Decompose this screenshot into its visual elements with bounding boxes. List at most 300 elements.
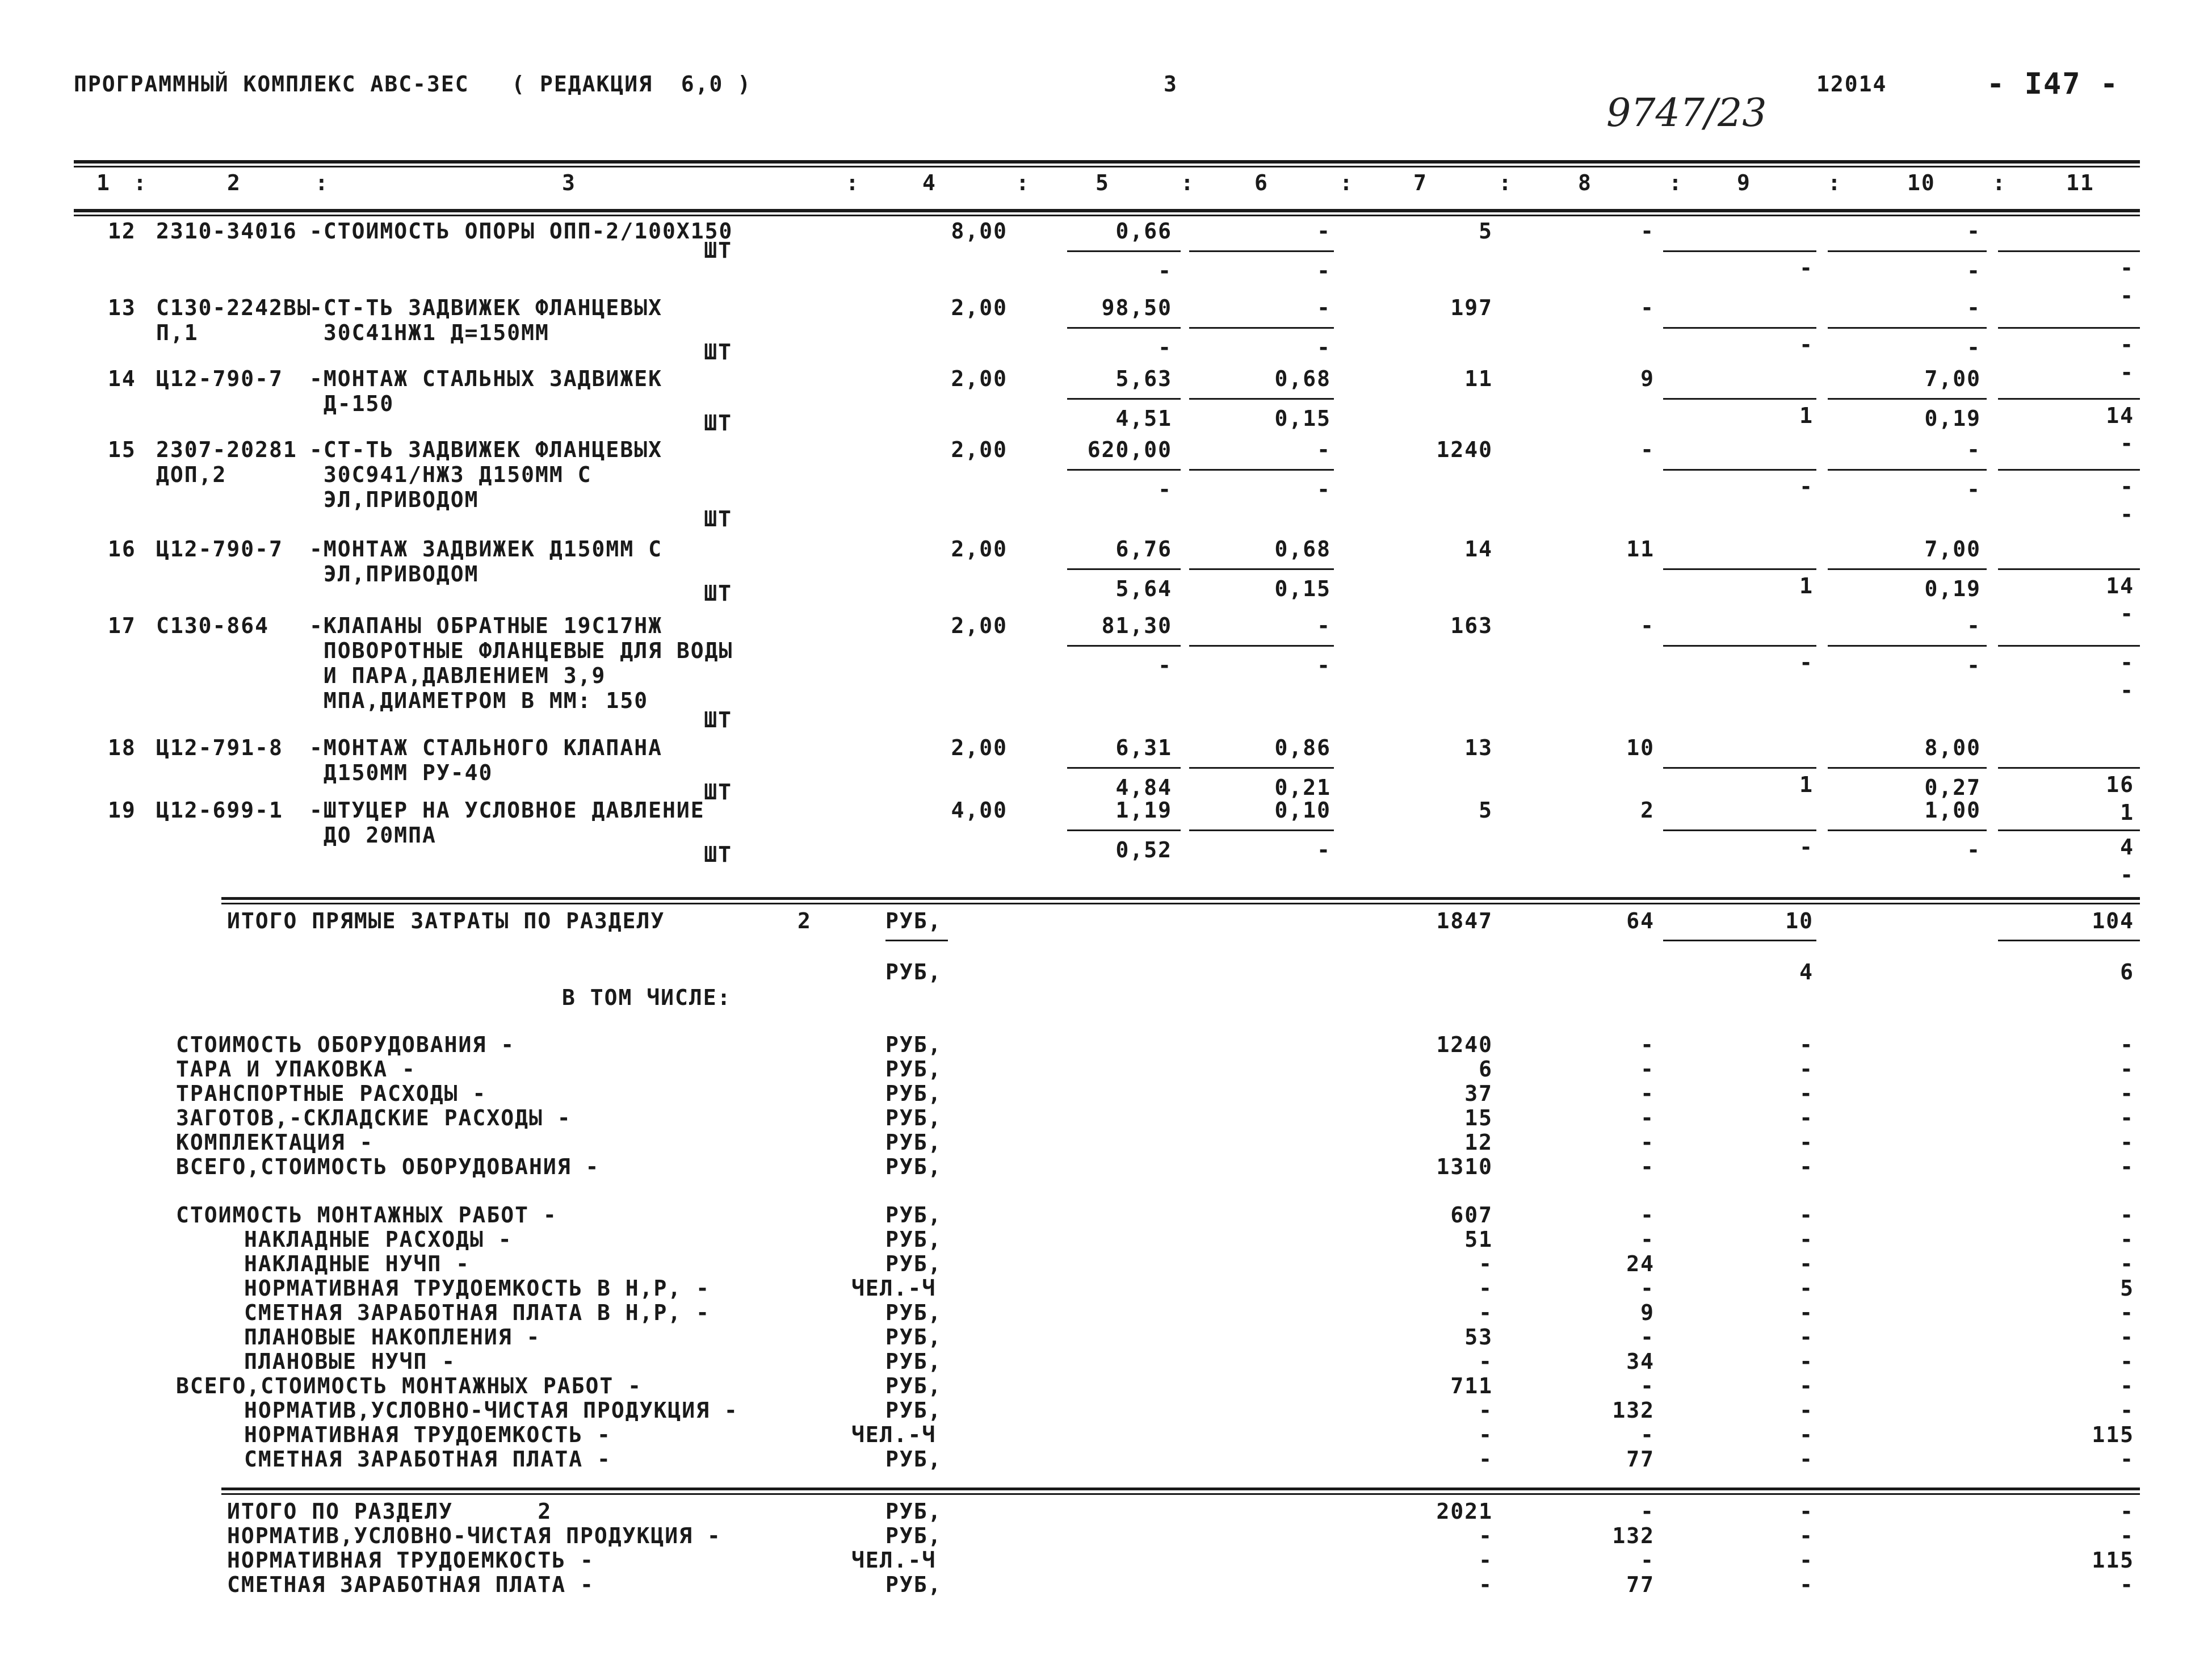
column-separator: : [1340, 170, 1354, 195]
row-code: Ц12-791-8 [156, 735, 283, 760]
installation-line-cost: - [1479, 1300, 1493, 1325]
cell-underline [1828, 469, 1987, 471]
row-cost-labor-part: 0,52 [1115, 837, 1172, 862]
section-total-cost: - [1479, 1523, 1493, 1548]
row-unit: ШТ [704, 340, 732, 364]
equipment-line-label: ТАРА И УПАКОВКА - [176, 1057, 416, 1082]
row-description: -МОНТАЖ СТАЛЬНЫХ ЗАДВИЖЕК [309, 366, 662, 391]
row-cost-labor-part: 4,84 [1115, 775, 1172, 800]
installation-line-label: СТОИМОСТЬ МОНТАЖНЫХ РАБОТ - [176, 1202, 557, 1227]
installation-line-col9: - [1799, 1349, 1814, 1374]
cell-underline [1998, 645, 2140, 647]
installation-line-cost: 607 [1450, 1202, 1493, 1227]
row-norm-per-unit: - [1967, 219, 1981, 244]
cell-underline [1663, 829, 1816, 831]
equipment-line-cost: 12 [1464, 1130, 1493, 1155]
row-norm-total-part: - [2120, 431, 2134, 456]
row-description: Д-150 [309, 391, 394, 416]
equipment-line-col11: - [2120, 1130, 2134, 1155]
totals-unit: РУБ, [885, 908, 942, 933]
row-number: 15 [108, 437, 136, 462]
section-total-col8: 132 [1612, 1523, 1655, 1548]
row-norm-part: - [1967, 477, 1981, 502]
column-separator: : [1828, 170, 1842, 195]
row-norm-part: - [1967, 837, 1981, 862]
equipment-line-col11: - [2120, 1057, 2134, 1082]
row-code: 2310-34016 [156, 219, 297, 244]
column-header-7: 7 [1413, 170, 1428, 195]
installation-line-col8: - [1640, 1373, 1655, 1398]
row-code: Ц12-790-7 [156, 537, 283, 562]
row-number: 12 [108, 219, 136, 244]
row-number: 18 [108, 735, 136, 760]
row-labor-part: - [1317, 258, 1331, 283]
equipment-line-label: КОМПЛЕКТАЦИЯ - [176, 1130, 374, 1155]
row-cost-per-unit: 1,19 [1115, 798, 1172, 823]
installation-line-col11: - [2120, 1227, 2134, 1252]
section-total-col8: - [1640, 1548, 1655, 1573]
row-description: -КЛАПАНЫ ОБРАТНЫЕ 19С17НЖ [309, 613, 662, 638]
row-unit: ШТ [704, 780, 732, 805]
installation-line-col11: 115 [2092, 1422, 2134, 1447]
row-norm-total: 14 [2106, 403, 2134, 428]
equipment-line-cost: 37 [1464, 1081, 1493, 1106]
column-header-8: 8 [1578, 170, 1592, 195]
row-norm-part: - [1967, 335, 1981, 360]
cell-underline [1067, 829, 1181, 831]
column-header-3: 3 [562, 170, 576, 195]
installation-line-cost: - [1479, 1422, 1493, 1447]
section-total-cost: - [1479, 1548, 1493, 1573]
cell-underline [1067, 645, 1181, 647]
row-cost-per-unit: 98,50 [1101, 295, 1172, 320]
row-labor-total: - [1640, 219, 1655, 244]
row-norm-total-part: - [2120, 601, 2134, 626]
cell-underline [1998, 767, 2140, 769]
row-unit: ШТ [704, 506, 732, 531]
installation-line-col8: 9 [1640, 1300, 1655, 1325]
equipment-line-col9: - [1799, 1057, 1814, 1082]
section-total-unit: РУБ, [885, 1499, 942, 1524]
installation-line-unit: РУБ, [885, 1202, 942, 1227]
column-separator: : [315, 170, 329, 195]
installation-line-col8: - [1640, 1227, 1655, 1252]
row-unit: ШТ [704, 842, 732, 867]
equipment-line-col11: - [2120, 1105, 2134, 1130]
row-norm-per-unit: - [1967, 613, 1981, 638]
equipment-line-col8: - [1640, 1105, 1655, 1130]
cell-underline [1189, 568, 1334, 570]
installation-line-col9: - [1799, 1422, 1814, 1447]
totals-col9: 10 [1785, 908, 1814, 933]
installation-line-col11: - [2120, 1349, 2134, 1374]
installation-line-col9: - [1799, 1398, 1814, 1423]
row-description: ЭЛ,ПРИВОДОМ [309, 487, 479, 512]
equipment-line-unit: РУБ, [885, 1154, 942, 1179]
equipment-line-col9: - [1799, 1105, 1814, 1130]
cell-underline [1998, 469, 2140, 471]
row-cost-per-unit: 6,31 [1115, 735, 1172, 760]
row-unit: ШТ [704, 238, 732, 263]
cell-underline [1067, 250, 1181, 252]
handwritten-number: 9747/23 [1606, 91, 1767, 136]
cell-underline [1998, 250, 2140, 252]
row-quantity: 2,00 [951, 537, 1008, 562]
installation-line-label: ВСЕГО,СТОИМОСТЬ МОНТАЖНЫХ РАБОТ - [176, 1373, 642, 1398]
cell-underline [1663, 398, 1816, 400]
row-norm-total-part: - [2120, 502, 2134, 527]
installation-line-cost: - [1479, 1251, 1493, 1276]
cell-underline [1067, 469, 1181, 471]
equipment-line-col8: - [1640, 1154, 1655, 1179]
installation-line-col8: - [1640, 1325, 1655, 1350]
row-norm-part: 0,19 [1924, 576, 1981, 601]
installation-line-label: СМЕТНАЯ ЗАРАБОТНАЯ ПЛАТА В Н,Р, - [244, 1300, 710, 1325]
row-col9: 1 [1799, 403, 1814, 428]
installation-line-col11: - [2120, 1300, 2134, 1325]
row-labor-part: - [1317, 837, 1331, 862]
cell-underline [1189, 469, 1334, 471]
row-norm-total: 16 [2106, 772, 2134, 797]
row-col9: - [1799, 332, 1814, 357]
unit-underline [885, 940, 948, 941]
installation-line-unit: РУБ, [885, 1373, 942, 1398]
row-norm-total: - [2120, 332, 2134, 357]
row-total-cost: 11 [1464, 366, 1493, 391]
equipment-line-cost: 15 [1464, 1105, 1493, 1130]
row-total-cost: 163 [1450, 613, 1493, 638]
equipment-line-col11: - [2120, 1154, 2134, 1179]
installation-line-col11: - [2120, 1398, 2134, 1423]
row-quantity: 2,00 [951, 366, 1008, 391]
installation-line-col11: - [2120, 1325, 2134, 1350]
installation-line-col11: 5 [2120, 1276, 2134, 1301]
totals-label: ИТОГО ПРЯМЫЕ ЗАТРАТЫ ПО РАЗДЕЛУ [227, 908, 665, 933]
installation-line-col9: - [1799, 1251, 1814, 1276]
row-col9: - [1799, 650, 1814, 675]
row-description: -МОНТАЖ ЗАДВИЖЕК Д150ММ С [309, 537, 662, 562]
row-cost-per-unit: 5,63 [1115, 366, 1172, 391]
cell-underline [1998, 940, 2140, 941]
section-total-col11: - [2120, 1572, 2134, 1597]
installation-line-unit: РУБ, [885, 1325, 942, 1350]
page-center-number: 3 [1164, 72, 1178, 97]
cell-underline [1067, 327, 1181, 329]
cell-underline [1828, 568, 1987, 570]
row-labor-per-unit: 0,10 [1274, 798, 1331, 823]
row-description: МПА,ДИАМЕТРОМ В ММ: 150 [309, 688, 649, 713]
column-header-9: 9 [1737, 170, 1751, 195]
equipment-line-col9: - [1799, 1032, 1814, 1057]
totals-rule [221, 897, 2140, 900]
equipment-line-unit: РУБ, [885, 1105, 942, 1130]
equipment-line-cost: 1310 [1436, 1154, 1493, 1179]
row-description: 30С41НЖ1 Д=150ММ [309, 320, 549, 345]
installation-line-label: ПЛАНОВЫЕ НУЧП - [244, 1349, 456, 1374]
column-header-10: 10 [1907, 170, 1936, 195]
equipment-line-col8: - [1640, 1057, 1655, 1082]
row-cost-per-unit: 620,00 [1087, 437, 1172, 462]
installation-line-col8: 24 [1626, 1251, 1655, 1276]
document-code: 12014 [1816, 72, 1887, 97]
equipment-line-cost: 1240 [1436, 1032, 1493, 1057]
installation-line-cost: 53 [1464, 1325, 1493, 1350]
including-label: В ТОМ ЧИСЛЕ: [562, 985, 732, 1010]
row-labor-per-unit: - [1317, 295, 1331, 320]
cell-underline [1189, 250, 1334, 252]
installation-line-unit: РУБ, [885, 1227, 942, 1252]
column-separator: : [1499, 170, 1513, 195]
totals-unit-2: РУБ, [885, 959, 942, 984]
row-labor-part: - [1317, 653, 1331, 678]
equipment-line-label: ЗАГОТОВ,-СКЛАДСКИЕ РАСХОДЫ - [176, 1105, 572, 1130]
row-col9: 1 [1799, 772, 1814, 797]
equipment-line-col8: - [1640, 1081, 1655, 1106]
equipment-line-col9: - [1799, 1154, 1814, 1179]
row-labor-per-unit: - [1317, 437, 1331, 462]
row-quantity: 2,00 [951, 613, 1008, 638]
row-total-cost: 197 [1450, 295, 1493, 320]
section-total-col11: - [2120, 1523, 2134, 1548]
row-unit: ШТ [704, 581, 732, 606]
row-unit: ШТ [704, 707, 732, 732]
row-norm-per-unit: - [1967, 295, 1981, 320]
installation-line-cost: - [1479, 1276, 1493, 1301]
row-cost-per-unit: 0,66 [1115, 219, 1172, 244]
row-description: И ПАРА,ДАВЛЕНИЕМ 3,9 [309, 663, 606, 688]
column-separator: : [1669, 170, 1683, 195]
column-separator: : [133, 170, 148, 195]
row-description: ДО 20МПА [309, 823, 436, 848]
row-total-cost: 14 [1464, 537, 1493, 562]
row-norm-part: - [1967, 258, 1981, 283]
equipment-line-col11: - [2120, 1081, 2134, 1106]
column-separator: : [846, 170, 860, 195]
row-cost-labor-part: - [1158, 335, 1172, 360]
row-norm-part: 0,19 [1924, 406, 1981, 431]
row-col9: 1 [1799, 573, 1814, 598]
row-number: 19 [108, 798, 136, 823]
row-norm-per-unit: 8,00 [1924, 735, 1981, 760]
row-number: 17 [108, 613, 136, 638]
row-code: 2307-20281 [156, 437, 297, 462]
totals-labor: 64 [1626, 908, 1655, 933]
cell-underline [1828, 829, 1987, 831]
row-labor-part: 0,15 [1274, 406, 1331, 431]
section-total-label: НОРМАТИВНАЯ ТРУДОЕМКОСТЬ - [227, 1548, 594, 1573]
column-header-2: 2 [227, 170, 241, 195]
column-separator: : [1181, 170, 1195, 195]
section-total-col9: - [1799, 1548, 1814, 1573]
row-description: ЭЛ,ПРИВОДОМ [309, 562, 479, 586]
row-quantity: 2,00 [951, 437, 1008, 462]
row-code: Ц12-790-7 [156, 366, 283, 391]
totals-norm: 104 [2092, 908, 2134, 933]
row-quantity: 2,00 [951, 295, 1008, 320]
equipment-line-col9: - [1799, 1081, 1814, 1106]
section-total-col11: - [2120, 1499, 2134, 1524]
cell-underline [1189, 767, 1334, 769]
row-quantity: 2,00 [951, 735, 1008, 760]
installation-line-unit: РУБ, [885, 1349, 942, 1374]
row-description: Д150ММ РУ-40 [309, 760, 493, 785]
row-norm-total: - [2120, 474, 2134, 499]
equipment-line-col11: - [2120, 1032, 2134, 1057]
row-col9: - [1799, 255, 1814, 280]
installation-line-col11: - [2120, 1202, 2134, 1227]
row-unit: ШТ [704, 410, 732, 435]
installation-line-label: НОРМАТИВ,УСЛОВНО-ЧИСТАЯ ПРОДУКЦИЯ - [244, 1398, 738, 1423]
row-labor-total: 2 [1640, 798, 1655, 823]
column-header-6: 6 [1254, 170, 1269, 195]
equipment-line-unit: РУБ, [885, 1130, 942, 1155]
installation-line-cost: 51 [1464, 1227, 1493, 1252]
row-total-cost: 1240 [1436, 437, 1493, 462]
row-norm-total: - [2120, 255, 2134, 280]
installation-line-label: СМЕТНАЯ ЗАРАБОТНАЯ ПЛАТА - [244, 1447, 611, 1472]
installation-line-cost: - [1479, 1398, 1493, 1423]
row-labor-total: 9 [1640, 366, 1655, 391]
section-total-col8: - [1640, 1499, 1655, 1524]
row-number: 13 [108, 295, 136, 320]
totals-rule-2 [221, 903, 2140, 904]
row-norm-total: 4 [2120, 835, 2134, 860]
row-norm-per-unit: - [1967, 437, 1981, 462]
header-rule-bottom [74, 209, 2140, 212]
row-code: С130-864 [156, 613, 270, 638]
installation-line-col9: - [1799, 1373, 1814, 1398]
page-number: - I47 - [1987, 67, 2119, 101]
installation-line-col8: 34 [1626, 1349, 1655, 1374]
row-norm-part: - [1967, 653, 1981, 678]
section-total-label: СМЕТНАЯ ЗАРАБОТНАЯ ПЛАТА - [227, 1572, 594, 1597]
row-labor-per-unit: - [1317, 219, 1331, 244]
row-labor-total: - [1640, 437, 1655, 462]
row-labor-total: - [1640, 295, 1655, 320]
row-labor-per-unit: 0,68 [1274, 537, 1331, 562]
section-total-label: НОРМАТИВ,УСЛОВНО-ЧИСТАЯ ПРОДУКЦИЯ - [227, 1523, 721, 1548]
row-labor-part: - [1317, 335, 1331, 360]
column-header-1: 1 [96, 170, 111, 195]
cell-underline [1189, 829, 1334, 831]
row-description: ПОВОРОТНЫЕ ФЛАНЦЕВЫЕ ДЛЯ ВОДЫ [309, 638, 733, 663]
row-number: 16 [108, 537, 136, 562]
row-quantity: 4,00 [951, 798, 1008, 823]
totals-section: 2 [798, 908, 812, 933]
installation-line-cost: - [1479, 1349, 1493, 1374]
installation-line-unit: РУБ, [885, 1300, 942, 1325]
row-description: -СТ-ТЬ ЗАДВИЖЕК ФЛАНЦЕВЫХ [309, 295, 662, 320]
installation-line-col9: - [1799, 1227, 1814, 1252]
installation-line-unit: ЧЕЛ.-Ч [851, 1422, 937, 1447]
row-cost-labor-part: - [1158, 477, 1172, 502]
totals-norm-part: 6 [2120, 959, 2134, 984]
row-number: 14 [108, 366, 136, 391]
header-rule-top [74, 160, 2140, 164]
row-labor-total: 11 [1626, 537, 1655, 562]
installation-line-cost: - [1479, 1447, 1493, 1472]
row-col9: - [1799, 474, 1814, 499]
section-total-unit: РУБ, [885, 1523, 942, 1548]
column-separator: : [1016, 170, 1030, 195]
column-header-5: 5 [1095, 170, 1110, 195]
row-code: Ц12-699-1 [156, 798, 283, 823]
row-norm-per-unit: 1,00 [1924, 798, 1981, 823]
equipment-line-unit: РУБ, [885, 1081, 942, 1106]
cell-underline [1663, 469, 1816, 471]
equipment-line-unit: РУБ, [885, 1032, 942, 1057]
row-labor-part: 0,15 [1274, 576, 1331, 601]
section-total-rule-2 [221, 1493, 2140, 1495]
cell-underline [1067, 767, 1181, 769]
cell-underline [1828, 398, 1987, 400]
cell-underline [1998, 327, 2140, 329]
section-total-label: ИТОГО ПО РАЗДЕЛУ 2 [227, 1499, 552, 1524]
row-labor-per-unit: 0,86 [1274, 735, 1331, 760]
column-header-11: 11 [2066, 170, 2095, 195]
row-quantity: 8,00 [951, 219, 1008, 244]
installation-line-label: ПЛАНОВЫЕ НАКОПЛЕНИЯ - [244, 1325, 541, 1350]
row-cost-per-unit: 81,30 [1101, 613, 1172, 638]
installation-line-col9: - [1799, 1325, 1814, 1350]
installation-line-label: НАКЛАДНЫЕ НУЧП - [244, 1251, 471, 1276]
row-code: ДОП,2 [156, 462, 227, 487]
section-total-col11: 115 [2092, 1548, 2134, 1573]
cell-underline [1998, 398, 2140, 400]
installation-line-col9: - [1799, 1276, 1814, 1301]
row-norm-total-part: 1 [2120, 800, 2134, 825]
cell-underline [1828, 645, 1987, 647]
section-total-cost: - [1479, 1572, 1493, 1597]
row-norm-total: 14 [2106, 573, 2134, 598]
equipment-line-col8: - [1640, 1032, 1655, 1057]
row-norm-total-part: - [2120, 360, 2134, 385]
row-total-cost: 13 [1464, 735, 1493, 760]
installation-line-label: НОРМАТИВНАЯ ТРУДОЕМКОСТЬ - [244, 1422, 611, 1447]
section-total-col9: - [1799, 1572, 1814, 1597]
installation-line-unit: РУБ, [885, 1251, 942, 1276]
installation-line-unit: РУБ, [885, 1398, 942, 1423]
installation-line-col9: - [1799, 1447, 1814, 1472]
cell-underline [1998, 568, 2140, 570]
row-description: -ШТУЦЕР НА УСЛОВНОЕ ДАВЛЕНИЕ [309, 798, 705, 823]
row-code: П,1 [156, 320, 199, 345]
cell-underline [1828, 767, 1987, 769]
program-title: ПРОГРАММНЫЙ КОМПЛЕКС АВС-3ЕС ( РЕДАКЦИЯ 6,0 ) [74, 72, 752, 97]
cell-underline [1189, 398, 1334, 400]
installation-line-unit: РУБ, [885, 1447, 942, 1472]
row-labor-total: 10 [1626, 735, 1655, 760]
section-total-col9: - [1799, 1499, 1814, 1524]
row-norm-per-unit: 7,00 [1924, 366, 1981, 391]
row-labor-part: 0,21 [1274, 775, 1331, 800]
row-description: -СТОИМОСТЬ ОПОРЫ ОПП-2/100Х150 [309, 219, 733, 244]
row-norm-part: 0,27 [1924, 775, 1981, 800]
installation-line-col11: - [2120, 1373, 2134, 1398]
header-rule-top-2 [74, 166, 2140, 167]
row-description: 30С941/НЖ3 Д150ММ С [309, 462, 592, 487]
header-rule-bottom-2 [74, 215, 2140, 216]
installation-line-label: НАКЛАДНЫЕ РАСХОДЫ - [244, 1227, 513, 1252]
row-norm-per-unit: 7,00 [1924, 537, 1981, 562]
row-labor-total: - [1640, 613, 1655, 638]
section-total-unit: ЧЕЛ.-Ч [851, 1548, 937, 1573]
column-separator: : [1992, 170, 2007, 195]
row-norm-total-part: - [2120, 862, 2134, 887]
cell-underline [1998, 829, 2140, 831]
row-labor-per-unit: - [1317, 613, 1331, 638]
installation-line-cost: 711 [1450, 1373, 1493, 1398]
